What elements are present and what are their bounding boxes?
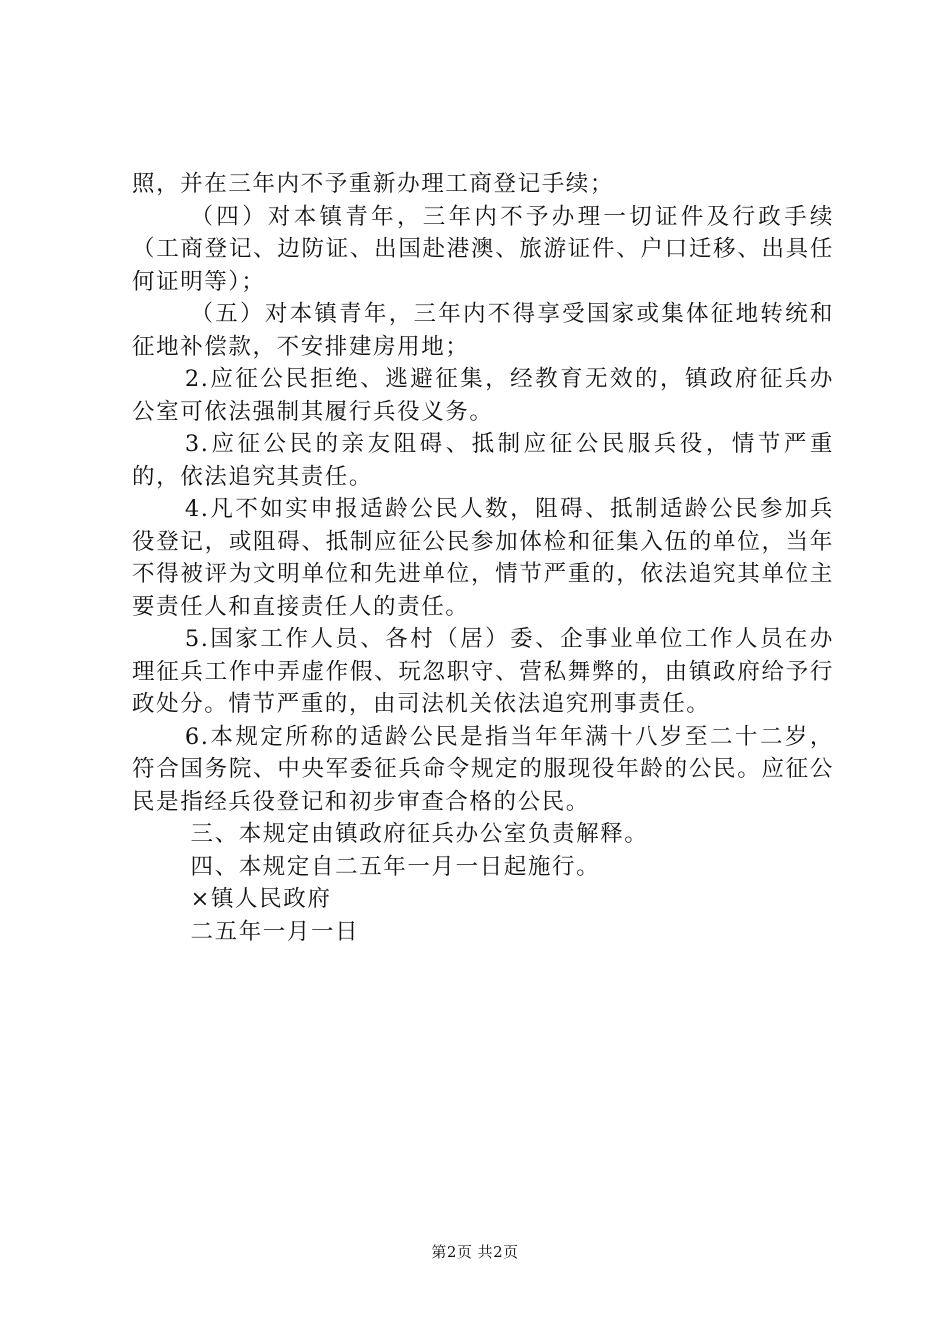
paragraph-clause-2: 2.应征公民拒绝、逃避征集，经教育无效的，镇政府征兵办公室可依法强制其履行兵役义务。 (132, 366, 834, 425)
paragraph-section-4: 四、本规定自二五年一月一日起施行。 (190, 853, 601, 880)
signature-issuer: ×镇人民政府 (190, 886, 332, 912)
page-number-footer: 第2页 共2页 (431, 1243, 519, 1261)
paragraph-clause-4: 4.凡不如实申报适龄公民人数，阻碍、抵制适龄公民参加兵役登记，或阻碍、抵制应征公民参加体检和征集入伍的单位，当年不得被评为文明单位和先进单位，情节严重的，依法追究其单位主要责任人和直接责任人的责任。 (132, 496, 834, 620)
paragraph-section-3: 三、本规定由镇政府征兵办公室负责解释。 (190, 821, 649, 847)
signature-date: 二五年一月一日 (190, 918, 360, 945)
paragraph-clause-6: 6.本规定所称的适龄公民是指当年年满十八岁至二十二岁，符合国务院、中央军委征兵命令规定的服现役年龄的公民。应征公民是指经兵役登记和初步审查合格的公民。 (132, 723, 834, 815)
document-body (132, 168, 834, 948)
paragraph-continuation: 照，并在三年内不予重新办理工商登记手续； (132, 171, 615, 197)
paragraph-clause-5: 5.国家工作人员、各村（居）委、企事业单位工作人员在办理征兵工作中弄虚作假、玩忽职守、营私舞弊的，由镇政府给予行政处分。情节严重的，由司法机关依法追究刑事责任。 (132, 626, 834, 717)
paragraph-clause-3: 3.应征公民的亲友阻碍、抵制应征公民服兵役，情节严重的，依法追究其责任。 (132, 431, 834, 490)
paragraph-item-4: （四）对本镇青年，三年内不予办理一切证件及行政手续（工商登记、边防证、出国赴港澳、旅游证件、户口迁移、出具任何证明等）； (132, 203, 834, 295)
paragraph-item-5: （五）对本镇青年，三年内不得享受国家或集体征地转统和征地补偿款，不安排建房用地； (132, 301, 834, 360)
